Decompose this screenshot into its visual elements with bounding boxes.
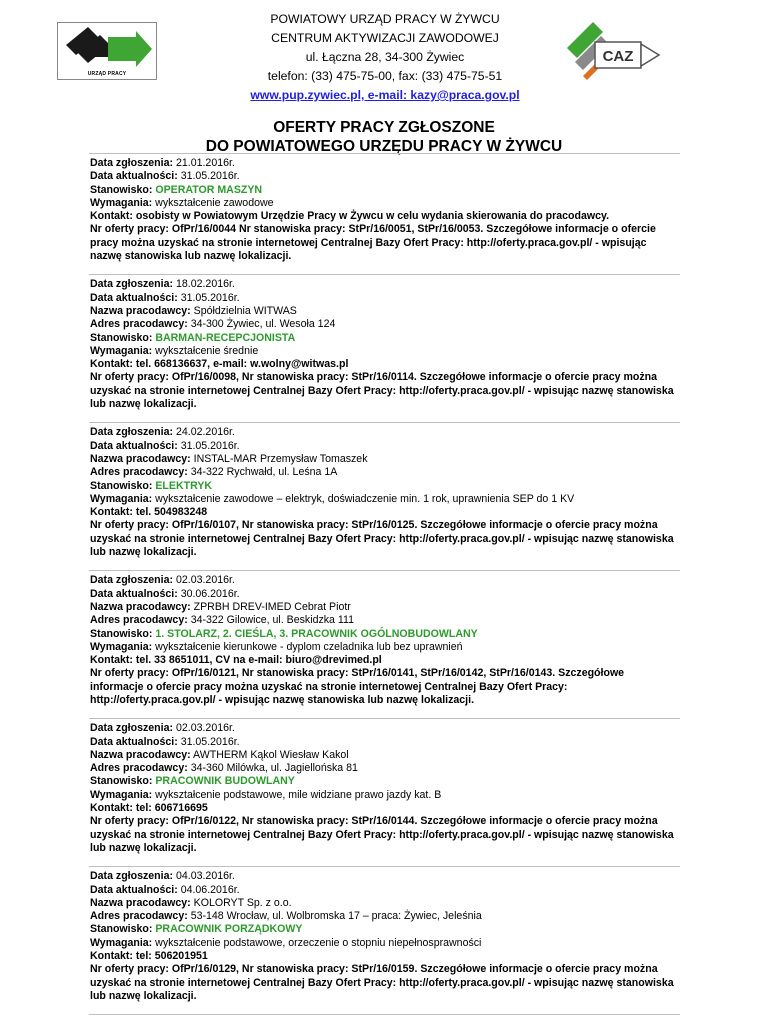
logo-left-label: URZĄD PRACY <box>87 71 127 77</box>
offer-position: Stanowisko: PRACOWNIK BUDOWLANY <box>90 775 295 788</box>
offer-requirements: Wymagania: wykształcenie zawodowe <box>90 196 274 209</box>
offer-employer-name: Nazwa pracodawcy: Spółdzielnia WITWAS <box>90 304 297 317</box>
offer-number: Nr oferty pracy: OfPr/16/0044 Nr stanowiska pracy: StPr/16/0051, StPr/16/0053. Szczegółowe informacje o ofercie pracy można uzyskać na stronie internetowej Centralnej Bazy Ofert Pracy: http://oferty.praca.gov.pl/ - wpisując nazwę stanowiska lub nazwę lokalizacji. <box>90 223 656 263</box>
offer-number: Nr oferty pracy: OfPr/16/0098, Nr stanowiska pracy: StPr/16/0114. Szczegółowe informacje o ofercie pracy można uzyskać na stronie internetowej Centralnej Bazy Ofert Pracy: http://oferty.praca.gov.pl/ - wpisując nazwę stanowiska lub nazwę lokalizacji. <box>90 371 674 411</box>
offer-employer-address: Adres pracodawcy: 34-322 Gilowice, ul. Beskidzka 111 <box>90 614 354 627</box>
caz-logo-icon <box>563 18 673 86</box>
offers-list <box>90 153 680 1015</box>
offer-requirements: Wymagania: wykształcenie średnie <box>90 344 259 357</box>
page-title-line-2: DO POWIATOWEGO URZĘDU PRACY W ŻYWCU <box>205 138 563 155</box>
offer-date-submitted: Data zgłoszenia: 02.03.2016r. <box>90 574 235 587</box>
job-offer <box>90 867 680 1014</box>
header-website-link[interactable]: www.pup.zywiec.pl, e-mail: kazy@praca.gov.pl <box>250 88 520 102</box>
offer-contact: Kontakt: tel. 33 8651011, CV na e-mail: biuro@drevimed.pl <box>90 654 382 667</box>
offer-date-submitted: Data zgłoszenia: 04.03.2016r. <box>90 870 235 883</box>
offer-requirements: Wymagania: wykształcenie zawodowe – elektryk, doświadczenie min. 1 rok, uprawnienia SEP do 1 KV <box>90 492 575 505</box>
offer-number: Nr oferty pracy: OfPr/16/0121, Nr stanowiska pracy: StPr/16/0141, StPr/16/0142, StPr/16/0143. Szczegółowe informacje o ofercie pracy można uzyskać na stronie internetowej Centralnej Bazy Ofert Pracy: http://oferty.praca.gov.pl/ - wpisując nazwę stanowiska lub nazwę lokalizacji. <box>90 667 625 706</box>
page-title <box>0 118 768 156</box>
job-offer <box>90 423 680 570</box>
offer-position: Stanowisko: ELEKTRYK <box>90 479 213 492</box>
job-offer <box>90 571 680 718</box>
offer-requirements: Wymagania: wykształcenie podstawowe, orzeczenie o stopniu niepełnosprawności <box>90 936 482 949</box>
job-offer <box>90 154 680 274</box>
offer-contact: Kontakt: osobisty w Powiatowym Urzędzie Pracy w Żywcu w celu wydania skierowania do pracodawcy. <box>90 210 610 223</box>
offer-position: Stanowisko: BARMAN-RECEPCJONISTA <box>90 331 296 344</box>
offer-contact: Kontakt: tel. 504983248 <box>90 506 208 519</box>
offer-number: Nr oferty pracy: OfPr/16/0122, Nr stanowiska pracy: StPr/16/0144. Szczegółowe informacje o ofercie pracy można uzyskać na stronie internetowej Centralnej Bazy Ofert Pracy: http://oferty.praca.gov.pl/ - wpisując nazwę stanowiska lub nazwę lokalizacji. <box>90 815 674 854</box>
offer-requirements: Wymagania: wykształcenie podstawowe, mile widziane prawo jazdy kat. B <box>90 788 442 801</box>
offer-employer-name: Nazwa pracodawcy: INSTAL-MAR Przemysław Tomaszek <box>90 452 368 465</box>
offer-employer-address: Adres pracodawcy: 53-148 Wrocław, ul. Wolbromska 17 – praca: Żywiec, Jeleśnia <box>90 910 482 923</box>
offer-date-submitted: Data zgłoszenia: 18.02.2016r. <box>90 278 235 291</box>
offer-employer-name: Nazwa pracodawcy: ZPRBH DREV-IMED Cebrat Piotr <box>90 600 351 613</box>
offer-position: Stanowisko: 1. STOLARZ, 2. CIEŚLA, 3. PRACOWNIK OGÓLNOBUDOWLANY <box>90 627 478 640</box>
header-line-2: CENTRUM AKTYWIZACJI ZAWODOWEJ <box>271 31 499 45</box>
header-line-3: ul. Łączna 28, 34-300 Żywiec <box>305 50 465 64</box>
offer-date-valid: Data aktualności: 31.05.2016r. <box>90 735 240 748</box>
offer-employer-name: Nazwa pracodawcy: AWTHERM Kąkol Wiesław Kakol <box>90 748 349 761</box>
offer-number: Nr oferty pracy: OfPr/16/0107, Nr stanowiska pracy: StPr/16/0125. Szczegółowe informacje o ofercie pracy można uzyskać na stronie internetowej Centralnej Bazy Ofert Pracy: http://oferty.praca.gov.pl/ - wpisując nazwę stanowiska lub nazwę lokalizacji. <box>90 519 674 559</box>
urzad-pracy-logo-icon <box>58 23 156 71</box>
offer-date-valid: Data aktualności: 31.05.2016r. <box>90 170 240 183</box>
page-title-line-1: OFERTY PRACY ZGŁOSZONE <box>273 119 495 136</box>
document-header <box>0 10 768 102</box>
caz-logo <box>563 18 673 86</box>
offer-employer-address: Adres pracodawcy: 34-360 Milówka, ul. Jagiellońska 81 <box>90 762 358 775</box>
header-address-block <box>190 10 580 105</box>
offer-date-valid: Data aktualności: 04.06.2016r. <box>90 883 240 896</box>
offer-contact: Kontakt: tel: 606716695 <box>90 802 208 815</box>
offer-number: Nr oferty pracy: OfPr/16/0129, Nr stanowiska pracy: StPr/16/0159. Szczegółowe informacje o ofercie pracy można uzyskać na stronie internetowej Centralnej Bazy Ofert Pracy: http://oferty.praca.gov.pl/ - wpisując nazwę stanowiska lub nazwę lokalizacji. <box>90 963 674 1002</box>
offer-date-valid: Data aktualności: 31.05.2016r. <box>90 291 240 304</box>
offer-date-valid: Data aktualności: 30.06.2016r. <box>90 587 240 600</box>
job-offer <box>90 275 680 422</box>
offer-position: Stanowisko: PRACOWNIK PORZĄDKOWY <box>90 923 303 936</box>
offer-contact: Kontakt: tel: 506201951 <box>90 950 208 963</box>
job-offer <box>90 719 680 866</box>
offer-employer-address: Adres pracodawcy: 34-322 Rychwałd, ul. Leśna 1A <box>90 466 338 479</box>
header-line-4: telefon: (33) 475-75-00, fax: (33) 475-75-51 <box>267 69 503 83</box>
offer-date-valid: Data aktualności: 31.05.2016r. <box>90 439 240 452</box>
offer-date-submitted: Data zgłoszenia: 02.03.2016r. <box>90 722 235 735</box>
urzad-pracy-logo <box>57 22 157 80</box>
caz-logo-text: CAZ <box>602 48 634 65</box>
offer-employer-name: Nazwa pracodawcy: KOLORYT Sp. z o.o. <box>90 896 292 909</box>
offer-requirements: Wymagania: wykształcenie kierunkowe - dyplom czeladnika lub bez uprawnień <box>90 640 463 653</box>
offer-employer-address: Adres pracodawcy: 34-300 Żywiec, ul. Wesoła 124 <box>90 318 336 331</box>
header-line-1: POWIATOWY URZĄD PRACY W ŻYWCU <box>270 12 500 26</box>
offer-contact: Kontakt: tel. 668136637, e-mail: w.wolny@witwas.pl <box>90 358 349 371</box>
offer-date-submitted: Data zgłoszenia: 21.01.2016r. <box>90 157 235 169</box>
offer-date-submitted: Data zgłoszenia: 24.02.2016r. <box>90 426 235 439</box>
offer-position: Stanowisko: OPERATOR MASZYN <box>90 183 263 196</box>
